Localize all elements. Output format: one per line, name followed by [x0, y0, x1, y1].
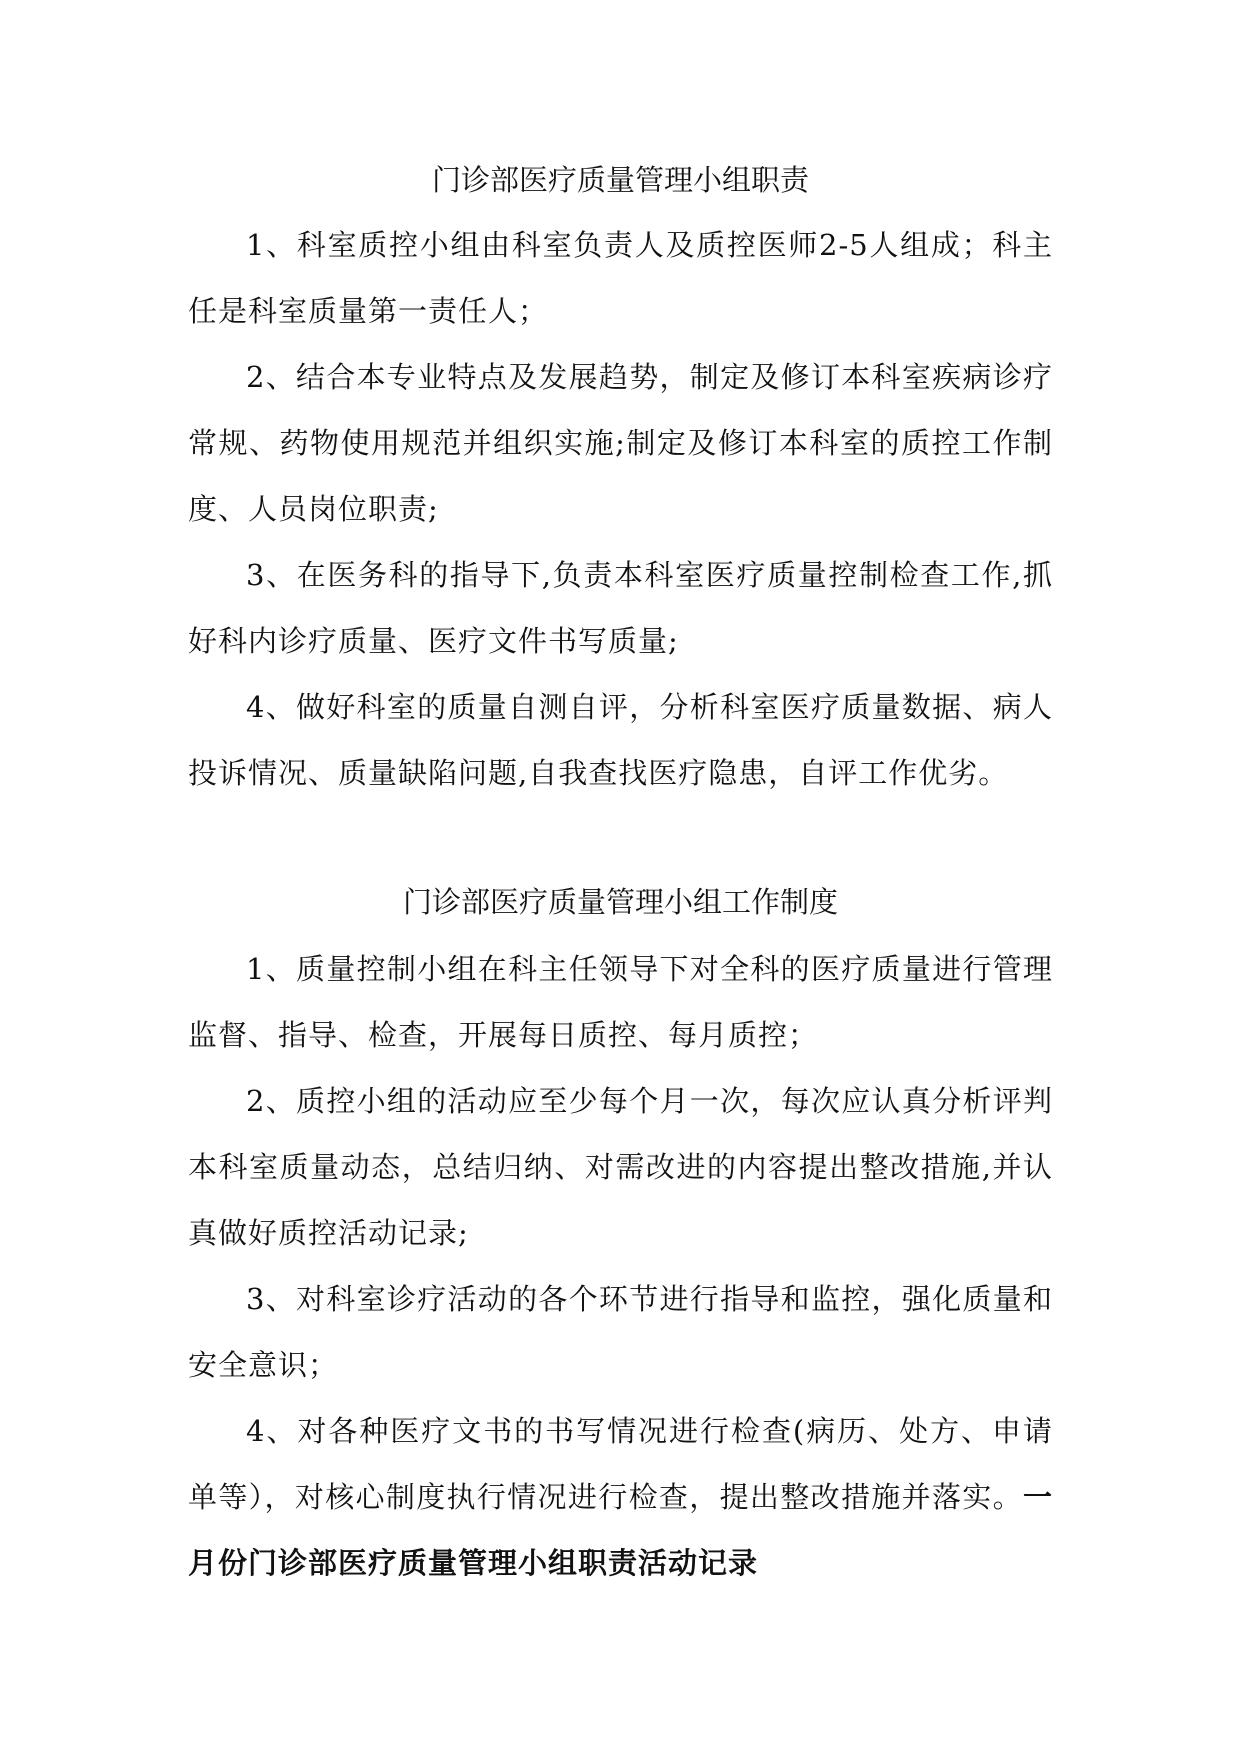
section2-item-3: 3、对科室诊疗活动的各个环节进行指导和监控，强化质量和安全意识； [188, 1282, 1053, 1382]
section1-title: 门诊部医疗质量管理小组职责 [431, 163, 809, 197]
section1-item-2: 2、结合本专业特点及发展趋势，制定及修订本科室疾病诊疗常规、药物使用规范并组织实施;制定及修订本科室的质控工作制度、人员岗位职责; [188, 360, 1053, 526]
section2-title: 门诊部医疗质量管理小组工作制度 [402, 885, 838, 919]
section2-item-4-text: 4、对各种医疗文书的书写情况进行检查(病历、处方、申请单等），对核心制度执行情况进行检查，提出整改措施并落实。 [188, 1414, 1053, 1514]
activity-record-heading: 一月份门诊部医疗质量管理小组职责活动记录 [188, 1480, 1053, 1580]
section1-item-3: 3、在医务科的指导下,负责本科室医疗质量控制检查工作,抓好科内诊疗质量、医疗文件书写质量; [188, 558, 1053, 658]
section1-item-1: 1、科室质控小组由科室负责人及质控医师2-5人组成；科主任是科室质量第一责任人； [188, 228, 1053, 328]
section2-item-4 [188, 1398, 1053, 1596]
section2-item-1: 1、质量控制小组在科主任领导下对全科的医疗质量进行管理监督、指导、检查，开展每日质控、每月质控； [188, 952, 1053, 1052]
section2-item-2: 2、质控小组的活动应至少每个月一次，每次应认真分析评判本科室质量动态，总结归纳、对需改进的内容提出整改措施,并认真做好质控活动记录; [188, 1084, 1053, 1250]
section1-item-4: 4、做好科室的质量自测自评，分析科室医疗质量数据、病人投诉情况、质量缺陷问题,自我查找医疗隐患，自评工作优劣。 [188, 690, 1053, 790]
